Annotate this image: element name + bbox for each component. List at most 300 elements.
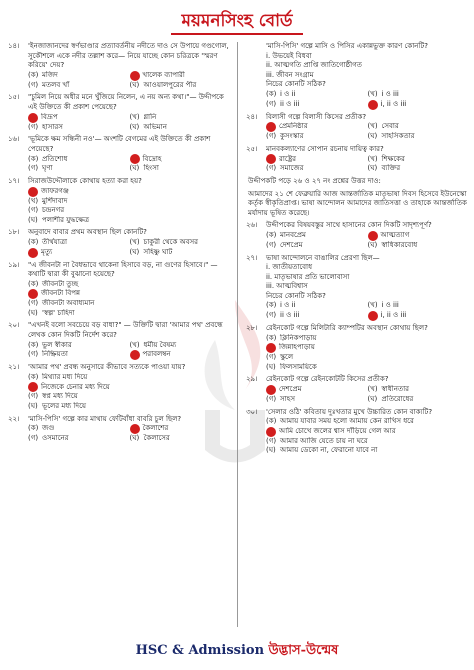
- question-row: [246, 42, 469, 52]
- option-text: সাহস: [280, 395, 295, 404]
- question-row: [8, 261, 231, 280]
- answer-option[interactable]: [266, 132, 368, 142]
- question-number: ২৮।: [246, 324, 258, 333]
- option-letter: (গ): [28, 434, 39, 443]
- answer-option[interactable]: [130, 434, 232, 444]
- question-block: [8, 415, 231, 444]
- answer-option[interactable]: [266, 164, 368, 174]
- answer-option[interactable]: [266, 334, 469, 344]
- option-text: i ও iii: [381, 301, 399, 310]
- correct-answer-mark: [28, 289, 38, 299]
- option-letter: (ক): [28, 70, 39, 79]
- option-letter: (ঘ): [129, 80, 140, 89]
- options-grid: [8, 113, 231, 133]
- option-text: স্বাধিকারবোধ: [381, 240, 418, 249]
- options-grid: [246, 90, 469, 110]
- option-letter: (ঘ): [367, 395, 378, 404]
- question-block: [8, 363, 231, 411]
- answer-option[interactable]: [28, 197, 231, 207]
- option-text: প্রতিরোধের: [381, 395, 414, 404]
- question-number: ৩০।: [246, 407, 258, 416]
- answer-option[interactable]: [28, 309, 231, 319]
- option-text: জীবনটা তুচ্ছ: [42, 279, 79, 288]
- option-letter: (ঘ): [129, 434, 140, 443]
- question-number: ১৭।: [8, 176, 20, 185]
- answer-option[interactable]: [28, 187, 231, 197]
- option-letter: (গ): [266, 436, 277, 445]
- option-text: দেশপ্রেম: [279, 385, 302, 394]
- statement-question: নিচের কোনটি সঠিক?: [266, 80, 326, 89]
- answer-option[interactable]: [28, 71, 130, 81]
- option-text: 'স্বল্প' চাহিদা: [42, 308, 75, 317]
- option-text: আমি চোখে জলের শ্বাস দাঁড়িয়ে গেল আর: [279, 427, 396, 436]
- question-block: [246, 408, 469, 456]
- options-grid: [8, 373, 231, 412]
- question-number: ২৫।: [246, 144, 258, 153]
- option-text: নিজেকে চেনার মধ্য দিয়ে: [41, 382, 110, 391]
- option-letter: (গ): [28, 122, 39, 131]
- option-letter: (ক): [266, 333, 277, 342]
- option-text: আমার আজি যেতে চায় না ঘরে: [280, 436, 368, 445]
- options-grid: [246, 385, 469, 405]
- question-text: "এ জীবনটা না বৈধভাবে থাকেনা হিসাবে বড়, না গুণের হিসাবে।" —কথাটি দ্বারা কী বুঝানো হয়েছে?: [28, 260, 218, 279]
- option-text: মিথ্যার মধ্য দিয়ে: [42, 372, 88, 381]
- option-text: অভিমান: [143, 122, 167, 131]
- option-letter: (গ): [266, 353, 277, 362]
- answer-option[interactable]: [28, 216, 231, 226]
- question-number: ১৯।: [8, 260, 20, 269]
- option-text: জীবনটা বিপন্ন: [41, 289, 81, 298]
- option-letter: (খ): [367, 89, 378, 98]
- option-letter: (ঘ): [367, 132, 378, 141]
- question-number: ১৮।: [8, 228, 20, 237]
- statement-item: ii. মাতৃভাষার প্রতি ভালোবাসা: [266, 272, 350, 281]
- question-text: উদ্দীপকের বিষয়বস্তুর সাথে হাসানের কোন দিকটি সাদৃশ্যপূর্ণ?: [266, 221, 432, 230]
- option-letter: (ক): [28, 279, 39, 288]
- question-text: রেইনকোট গল্পে মিলিটারি ক্যাম্পটির অবস্থান কোথায় ছিল?: [266, 324, 428, 333]
- statement-item: iii. জীবন সংগ্রাম: [266, 70, 314, 79]
- option-text: আওয়ালপুরের পীর: [143, 80, 197, 89]
- question-row: [246, 324, 469, 334]
- question-text: রেইনকোট গল্পে রেইনকোটটি কিসের প্রতীক?: [266, 375, 389, 384]
- correct-answer-mark: [266, 385, 276, 395]
- question-text: "এখনই বলো সবচেয়ে বড় বাধা?" — উক্তিটি দ্বারা 'আমার পথ' প্রবন্ধে লেখক কোন দিকটি নির্দেশ করে?: [28, 321, 223, 340]
- question-row: [246, 221, 469, 231]
- answer-option[interactable]: [266, 231, 368, 241]
- answer-option[interactable]: [130, 424, 232, 434]
- option-letter: (ঘ): [367, 164, 378, 173]
- option-text: গ্লানি: [143, 112, 157, 121]
- question-text: সিরাজউদ্দৌলাকে কোথায় হত্যা করা হয়?: [28, 176, 142, 185]
- option-letter: (ঘ): [28, 308, 38, 317]
- footer-bn: উদ্ভাস-উন্মেষ: [268, 643, 339, 658]
- answer-option[interactable]: [28, 280, 231, 290]
- answer-option[interactable]: [266, 446, 469, 456]
- option-text: স্কুলে: [280, 353, 294, 362]
- answer-option[interactable]: [266, 90, 368, 100]
- correct-answer-mark: [28, 187, 38, 197]
- option-letter: (ক): [28, 237, 39, 246]
- option-text: প্রতিশোধ: [42, 154, 68, 163]
- option-text: ধর্মীয় বৈষম্য: [143, 340, 177, 349]
- answer-option[interactable]: [130, 350, 232, 360]
- options-grid: [8, 187, 231, 226]
- answer-option[interactable]: [28, 238, 130, 248]
- option-text: হাসারস: [42, 122, 63, 131]
- correct-answer-mark: [368, 231, 378, 241]
- question-text: বিলাসী গল্পে বিলাসী কিসের প্রতীক?: [266, 112, 367, 121]
- option-text: আমায় যাবার সময় হলো আমায় কেন রাখিস ধরে: [280, 417, 414, 426]
- answer-option[interactable]: [130, 238, 232, 248]
- correct-answer-mark: [28, 113, 38, 123]
- option-text: i, ii ও iii: [380, 99, 407, 108]
- option-letter: (গ): [28, 299, 39, 308]
- question-row: [8, 93, 231, 112]
- question-row: [8, 228, 231, 238]
- correct-answer-mark: [266, 122, 276, 132]
- answer-option[interactable]: [130, 81, 232, 91]
- options-grid: [8, 341, 231, 361]
- option-text: প্রেমনিষ্ঠার: [279, 122, 308, 131]
- question-block: [8, 42, 231, 90]
- option-text: মতলব খাঁ: [42, 80, 70, 89]
- option-letter: (ঘ): [28, 402, 38, 411]
- option-letter: (গ): [266, 164, 277, 173]
- option-letter: (গ): [266, 99, 277, 108]
- question-block: [246, 375, 469, 404]
- question-block: [8, 177, 231, 225]
- answer-option[interactable]: [28, 206, 231, 216]
- question-block: [246, 324, 469, 372]
- answer-option[interactable]: [28, 299, 231, 309]
- option-text: খালেক ব্যাপারী: [142, 70, 185, 79]
- option-text: শিক্ষকের: [381, 154, 405, 163]
- answer-option[interactable]: [28, 350, 130, 360]
- answer-option[interactable]: [266, 100, 368, 110]
- question-number: ২৯।: [246, 375, 258, 384]
- question-row: [8, 415, 231, 425]
- answer-option[interactable]: [266, 363, 469, 373]
- option-letter: (ক): [28, 372, 39, 381]
- option-text: সমাজের: [280, 164, 304, 173]
- option-text: স্বাধীনতার: [381, 385, 410, 394]
- correct-answer-mark: [130, 71, 140, 81]
- answer-option[interactable]: [266, 241, 368, 251]
- option-letter: (গ): [28, 80, 39, 89]
- option-letter: (ক): [28, 340, 39, 349]
- answer-option[interactable]: [368, 231, 470, 241]
- answer-option[interactable]: [28, 248, 130, 258]
- option-text: i ও iii: [381, 89, 399, 98]
- question-number: ২১।: [8, 363, 20, 372]
- board-title: ময়মনসিংহ বোর্ড: [171, 11, 302, 35]
- left-column: [8, 42, 231, 447]
- option-letter: (ক): [28, 424, 39, 433]
- correct-answer-mark: [368, 311, 378, 321]
- option-text: i ও ii: [280, 301, 296, 310]
- answer-option[interactable]: [130, 164, 232, 174]
- question-block: [8, 228, 231, 257]
- answer-option[interactable]: [368, 154, 470, 164]
- option-letter: (খ): [367, 154, 378, 163]
- question-row: [246, 145, 469, 155]
- option-text: ক্লিনিকপাড়ায়: [280, 333, 317, 342]
- answer-option[interactable]: [130, 341, 232, 351]
- question-row: [246, 254, 469, 264]
- question-number: ২২।: [8, 414, 20, 423]
- option-letter: (গ): [266, 311, 277, 320]
- option-text: নিষ্ক্রিয়তা: [42, 350, 68, 359]
- option-letter: (ক): [28, 154, 39, 163]
- statement-item: i. উভয়েই বিধবা: [266, 51, 312, 60]
- answer-option[interactable]: [28, 392, 231, 402]
- question-row: [8, 177, 231, 187]
- option-text: পরাবলম্বন: [142, 350, 171, 359]
- correct-answer-mark: [266, 154, 276, 164]
- answer-option[interactable]: [368, 395, 470, 405]
- option-text: জীবনটা অবাধ্যমান: [42, 299, 95, 308]
- option-text: মৃত্যু: [41, 247, 53, 256]
- answer-option[interactable]: [266, 417, 469, 427]
- option-text: সহিষ্ণু ঘাট: [143, 247, 173, 256]
- answer-option[interactable]: [266, 395, 368, 405]
- option-text: দেশপ্রেম: [280, 240, 303, 249]
- answer-option[interactable]: [28, 113, 130, 123]
- question-row: [8, 135, 231, 154]
- answer-option[interactable]: [266, 343, 469, 353]
- options-grid: [246, 334, 469, 373]
- answer-option[interactable]: [28, 154, 130, 164]
- option-text: আমায় ডেকো না, ফেরানো যাবে না: [280, 446, 378, 455]
- board-header: [0, 8, 474, 36]
- options-grid: [246, 301, 469, 321]
- option-text: ঘৃণা: [42, 164, 53, 173]
- question-text: "চুমিল নিয়ে অধীর মনে খুঁজিয়ে নিলেন, এ নয় অন্য কথা।"— উদ্দীপকে এই উক্তিতে কী প্রকাশ পেয়েছে?: [28, 93, 224, 111]
- option-letter: (ঘ): [129, 122, 140, 131]
- footer-brand: [0, 641, 474, 662]
- answer-option[interactable]: [28, 382, 231, 392]
- options-grid: [8, 71, 231, 91]
- correct-answer-mark: [28, 382, 38, 392]
- question-text: 'মাসি-পিসি' গল্পে মাসি ও পিসির একান্নভুক্ত কারণ কোনটি?: [266, 42, 428, 50]
- option-text: জাফরগঞ্জ: [41, 186, 69, 195]
- question-row: [246, 113, 469, 123]
- answer-option[interactable]: [28, 434, 130, 444]
- question-text: মানবকল্যাণের সোপান রচনায় দায়িত্ব কার?: [266, 144, 384, 153]
- option-text: কুসংস্কার: [280, 132, 304, 141]
- option-text: স্বপ্ন মধ্য দিয়ে: [42, 392, 78, 401]
- question-text: 'আমার পথ' প্রবন্ধ অনুসারে কীভাবে সত্যকে পাওয়া যায়?: [28, 363, 186, 372]
- answer-option[interactable]: [368, 100, 470, 110]
- option-text: জিন্নাহপাড়ায়: [279, 343, 315, 352]
- option-letter: (খ): [129, 112, 140, 121]
- option-letter: (ক): [266, 301, 277, 310]
- passage-text: উদ্দীপকটি পড়ে ২৬ ও ২৭ নং প্রশ্নের উত্তর দাও:: [248, 176, 381, 185]
- option-letter: (ঘ): [129, 164, 140, 173]
- question-number: ২০।: [8, 321, 20, 330]
- question-text: 'ভূমিকে ক্ষম সন্ধিনী নও'— অংশটি বেগমের এই উক্তিতে কী প্রকাশ পেয়েছে?: [28, 135, 211, 153]
- correct-answer-mark: [368, 100, 378, 110]
- option-text: রাষ্ট্রের: [279, 154, 297, 163]
- answer-option[interactable]: [130, 113, 232, 123]
- option-letter: (ঘ): [129, 247, 140, 256]
- option-text: জগু: [42, 424, 55, 433]
- question-block: [246, 254, 469, 322]
- statement-item: iii. আত্মবিশ্বাস: [266, 282, 308, 291]
- options-grid: [246, 122, 469, 142]
- question-number: ২৬।: [246, 221, 258, 230]
- options-grid: [246, 417, 469, 456]
- answer-option[interactable]: [368, 241, 470, 251]
- options-grid: [246, 231, 469, 251]
- answer-option[interactable]: [28, 341, 130, 351]
- answer-option[interactable]: [368, 311, 470, 321]
- option-letter: (ক): [266, 417, 277, 426]
- answer-option[interactable]: [266, 154, 368, 164]
- option-text: সাহসিকতার: [381, 132, 415, 141]
- question-number: ২৭।: [246, 253, 258, 262]
- option-letter: (খ): [367, 301, 378, 310]
- question-text: 'ইনজাজানদের স্বর্ণভাণ্ডার প্রত্যাবর্তনীয় নদীতে দাও সে উপায়ে গণ্ডগোল, সুকৌশলে একে নদীর তল্লাশ করে— নিয়ে যাচ্ছে কোন চরিত্রকে 'স্মরণ করিয়ে' দেয়?: [28, 42, 229, 70]
- answer-option[interactable]: [28, 424, 130, 434]
- question-text: ভাষা আন্দোলনে বাঙালির প্রেরণা ছিল—: [266, 253, 380, 262]
- question-row: [8, 363, 231, 373]
- statement-question: নিচের কোনটি সঠিক?: [266, 291, 326, 300]
- question-text: 'সেলার ওঠি' কবিতায় দুঃখতার মুখে উচ্চারিত কোন বাক্যটি?: [266, 407, 433, 416]
- option-letter: (গ): [266, 395, 277, 404]
- answer-option[interactable]: [266, 385, 368, 395]
- answer-option[interactable]: [266, 311, 368, 321]
- option-text: কৈলাসের: [143, 434, 170, 443]
- question-row: [246, 408, 469, 418]
- option-text: i, ii ও iii: [380, 311, 407, 320]
- answer-option[interactable]: [28, 373, 231, 383]
- answer-option[interactable]: [266, 301, 368, 311]
- option-letter: (ক): [266, 231, 277, 240]
- option-letter: (গ): [28, 350, 39, 359]
- statement-item: ii. আত্মগতি প্রাপ্তি জাতিগোষ্ঠীগত: [266, 61, 362, 70]
- answer-option[interactable]: [266, 427, 469, 437]
- answer-option[interactable]: [28, 81, 130, 91]
- option-letter: (ক): [266, 89, 277, 98]
- answer-option[interactable]: [130, 71, 232, 81]
- options-grid: [246, 154, 469, 174]
- option-text: তীর্থযাত্রা: [42, 237, 68, 246]
- option-text: ভুল স্বীকার: [42, 340, 72, 349]
- correct-answer-mark: [130, 424, 140, 434]
- option-text: ii ও iii: [280, 311, 300, 320]
- question-row: [246, 375, 469, 385]
- option-letter: (গ): [28, 392, 39, 401]
- question-text: অনুবাদে বাবার প্রথম অবস্থান ছিল কোনটি?: [28, 228, 147, 237]
- correct-answer-mark: [28, 248, 38, 258]
- question-block: [246, 221, 469, 250]
- correct-answer-mark: [130, 350, 140, 360]
- answer-option[interactable]: [130, 154, 232, 164]
- option-letter: (ঘ): [266, 446, 276, 455]
- option-text: ওসমানের: [42, 434, 69, 443]
- correct-answer-mark: [130, 154, 140, 164]
- answer-option[interactable]: [28, 402, 231, 412]
- answer-option[interactable]: [130, 123, 232, 133]
- option-letter: (ঘ): [266, 362, 276, 371]
- option-text: i ও ii: [280, 89, 296, 98]
- question-row: [8, 321, 231, 340]
- option-text: ভূলের মধ্য দিয়ে: [42, 402, 87, 411]
- option-letter: (গ): [266, 240, 277, 249]
- option-text: বিদ্রূপ: [41, 112, 58, 121]
- option-text: কৈলাশের: [142, 424, 169, 433]
- answer-option[interactable]: [28, 289, 231, 299]
- answer-option[interactable]: [368, 132, 470, 142]
- question-number: ১৪।: [8, 42, 20, 50]
- question-block: [8, 93, 231, 132]
- option-text: আত্মত্যাগ: [380, 231, 410, 240]
- question-number: ১৫।: [8, 93, 20, 102]
- option-text: চন্দ্রনগর: [42, 206, 65, 215]
- option-text: বিদ্রোহ: [142, 154, 162, 163]
- option-text: পলাশীর যুদ্ধক্ষেত্র: [42, 215, 90, 224]
- option-letter: (ঘ): [367, 240, 378, 249]
- option-letter: (গ): [266, 132, 277, 141]
- answer-option[interactable]: [368, 122, 470, 132]
- answer-option[interactable]: [266, 437, 469, 447]
- options-grid: [8, 238, 231, 258]
- question-number: ১৬।: [8, 135, 20, 144]
- option-text: ব্যক্তির: [381, 164, 401, 173]
- right-column: [246, 42, 469, 459]
- question-block: [8, 261, 231, 319]
- option-text: মজিদ: [42, 70, 58, 79]
- option-text: হিংসা: [143, 164, 159, 173]
- answer-option[interactable]: [368, 301, 470, 311]
- correct-answer-mark: [266, 343, 276, 353]
- question-block: [246, 113, 469, 142]
- question-block: [246, 42, 469, 110]
- answer-option[interactable]: [28, 123, 130, 133]
- question-text: 'মাসি-পিসি' গল্পে কার মাথায় ফেটিবাঁধা বাবরি চুল ছিল?: [28, 414, 182, 423]
- answer-option[interactable]: [368, 90, 470, 100]
- answer-option[interactable]: [368, 385, 470, 395]
- question-block: [8, 135, 231, 174]
- option-letter: (খ): [367, 385, 378, 394]
- question-block: [246, 145, 469, 174]
- option-letter: (গ): [28, 164, 39, 173]
- option-text: সেবার: [381, 122, 399, 131]
- question-number: ২৪।: [246, 112, 258, 121]
- answer-option[interactable]: [266, 122, 368, 132]
- statement-item: i. জাতীয়তাবোধ: [266, 263, 313, 272]
- question-number: [246, 42, 266, 52]
- option-letter: (খ): [28, 196, 39, 205]
- option-letter: (খ): [129, 340, 140, 349]
- options-grid: [8, 280, 231, 319]
- option-letter: (গ): [28, 206, 39, 215]
- option-text: মানবপ্রেম: [280, 231, 306, 240]
- answer-option[interactable]: [130, 248, 232, 258]
- answer-option[interactable]: [266, 353, 469, 363]
- answer-option[interactable]: [28, 164, 130, 174]
- options-grid: [8, 424, 231, 444]
- option-letter: (খ): [367, 122, 378, 131]
- answer-option[interactable]: [368, 164, 470, 174]
- question-block: [8, 321, 231, 360]
- option-text: ফিলসাময়িকে: [280, 362, 317, 371]
- passage-text: আমাদের ২১ শে ফেব্রুয়ারি আজ আন্তর্জাতিক মাতৃভাষা দিবস হিসেবে ইউনেস্কো কর্তৃক স্বীকৃতিপ্রাপ্ত। ভাষা আন্দোলন আমাদের জাতিসত্তা ও তাহাকে আন্তর্জাতিক মর্যাদায় ভূষিত করেছে।: [248, 189, 467, 217]
- option-letter: (ঘ): [28, 215, 38, 224]
- question-row: [8, 42, 231, 71]
- option-letter: (খ): [129, 237, 140, 246]
